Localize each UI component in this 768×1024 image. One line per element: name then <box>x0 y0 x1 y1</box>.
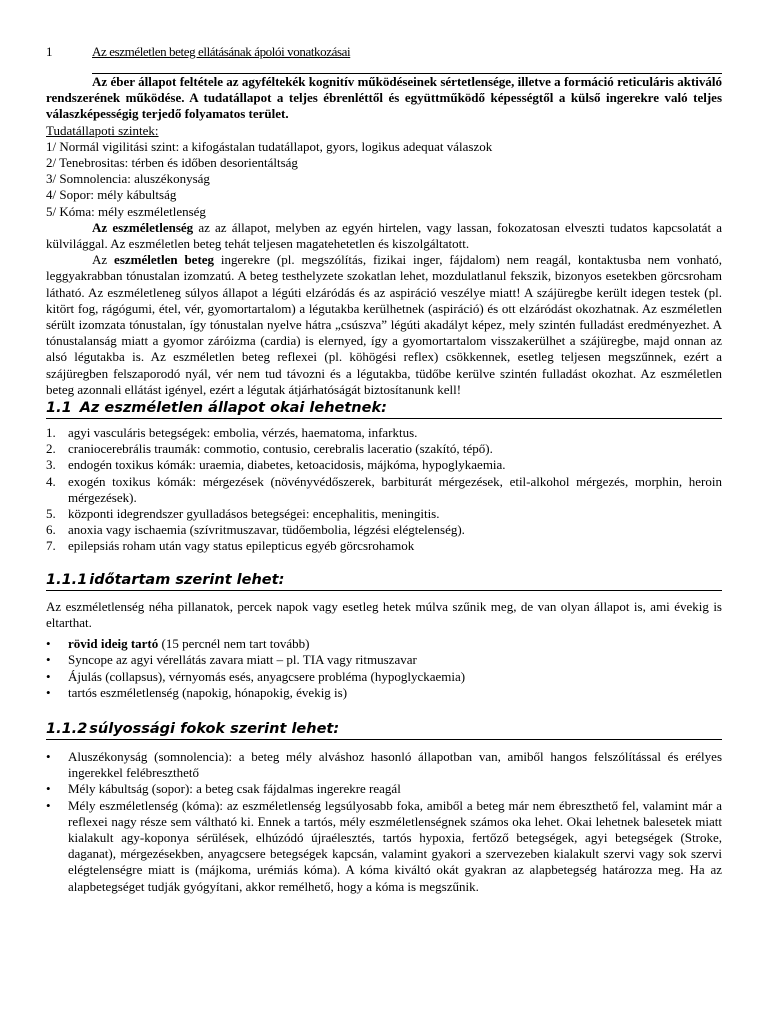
duration-term: rövid ideig tartó <box>68 636 159 652</box>
section-number: 1.1 <box>46 400 72 417</box>
list-text: exogén toxikus kómák: mérgezések (növényvédőszerek, barbiturát mérgezések, etil-alkohol mérgezés, morphin, heroin mérgezések). <box>68 473 722 505</box>
list-number: 7. <box>46 538 56 554</box>
definition-text: az az állapot, melyben az egyén hirtelen, vagy lassan, fokozatosan elveszti tudatos kapcsolatát a külvilággal. Az eszméletlen beteg tehát teljesen magatehetetlen és kiszolgáltatott. <box>46 219 722 252</box>
list-item <box>46 798 722 895</box>
section-heading-1-1-2 <box>46 721 722 740</box>
list-number: 5. <box>46 506 56 522</box>
section-title: időtartam szerint lehet: <box>89 571 285 588</box>
bullet-icon: • <box>46 781 51 797</box>
list-item <box>46 781 722 797</box>
list-text: központi idegrendszer gyulladásos betegségei: encephalitis, meningitis. <box>68 506 440 522</box>
bullet-icon: • <box>46 748 51 764</box>
page-header <box>46 44 722 60</box>
level-item: 4/ Sopor: mély kábultság <box>46 187 177 203</box>
list-item <box>46 506 722 522</box>
unconscious-patient-term: eszméletlen beteg <box>114 252 215 268</box>
list-number: 3. <box>46 457 56 473</box>
list-item <box>46 538 722 554</box>
paragraph-lead: Az <box>92 252 115 268</box>
list-number: 2. <box>46 441 56 457</box>
definition-term: Az eszméletlenség <box>92 219 194 235</box>
list-text: Ájulás (collapsus), vérnyomás esés, anyagcsere probléma (hypoglyckaemia) <box>68 668 466 684</box>
intro-bold-paragraph: Az éber állapot feltétele az agyféltekék kognitív működéseinek sértetlensége, illetve a formáció reticuláris aktiváló rendszerének működése. A tudatállapot a teljes ébrenléttől és együttműködő képességtől a külső ingerekre való teljes válaszképességig terjedő folyamatos terület. <box>46 74 722 122</box>
section-heading-1-1 <box>46 400 722 419</box>
unconscious-patient-paragraph <box>46 252 722 398</box>
level-item: 3/ Somnolencia: aluszékonyság <box>46 171 210 187</box>
list-text: Syncope az agyi vérellátás zavara miatt – pl. TIA vagy ritmuszavar <box>68 652 417 668</box>
level-item: 5/ Kóma: mély eszméletlenség <box>46 203 206 219</box>
section-number: 1.1.2 <box>46 720 88 737</box>
list-item <box>46 636 722 652</box>
list-item <box>46 457 722 473</box>
bullet-icon: • <box>46 797 51 813</box>
definition-paragraph <box>46 220 722 252</box>
list-text: epilepsiás roham után vagy status epilepticus egyéb görcsrohamok <box>68 538 415 554</box>
document-page <box>46 44 722 895</box>
bullet-icon: • <box>46 668 51 684</box>
severity-list <box>46 749 722 895</box>
section-title: Az eszméletlen állapot okai lehetnek: <box>79 400 387 417</box>
levels-heading: Tudatállapoti szintek: <box>46 122 159 138</box>
duration-list <box>46 636 722 701</box>
list-number: 6. <box>46 522 56 538</box>
list-text: craniocerebrális traumák: commotio, contusio, cerebralis laceratio (szakító, tépő). <box>68 441 493 457</box>
list-item <box>46 425 722 441</box>
list-item <box>46 522 722 538</box>
list-text: Aluszékonyság (somnolencia): a beteg mély alváshoz hasonló állapotban van, amiből hangos felszólítással és erélyes ingerekkel felébreszthető <box>68 748 722 781</box>
duration-intro: Az eszméletlenség néha pillanatok, percek napok vagy esetleg hetek múlva szűnik meg, de van olyan állapot is, ami évekig is eltarthat. <box>46 598 722 630</box>
levels-list <box>46 139 722 220</box>
bullet-icon: • <box>46 652 51 668</box>
list-item <box>46 652 722 668</box>
section-number: 1.1.1 <box>46 571 88 588</box>
causes-list <box>46 425 722 555</box>
list-item <box>46 441 722 457</box>
bullet-icon: • <box>46 684 51 700</box>
section-title: súlyossági fokok szerint lehet: <box>89 720 340 737</box>
list-item <box>46 474 722 506</box>
page-number: 1 <box>46 44 53 59</box>
list-text: endogén toxikus kómák: uraemia, diabetes, ketoacidosis, májkóma, hypoglykaemia. <box>68 457 506 473</box>
bullet-icon: • <box>46 636 51 652</box>
unconscious-patient-text: ingerekre (pl. megszólítás, fizikai inger, fájdalom) nem reagál, kontaktusba nem vonható, leggyakrabban tónustalan izomzatú. A beteg testhelyzete szokatlan lehet, mozdulatlanul fekszik, bizonyos esetekben görcsroham látható. Az eszméletleneg súlyos állapot a légúti elzáródás és az aspiráció veszélye miatt! A szájüregbe került idegen testek (pl. kitört fog, rágógumi, étel, vér, gyomortartalom) a légutakba kerülhetnek (aspiráció) és ott elzáródást okozhatnak. Az eszméletlen sérült izomzata tónustalan, így tónustalan nyelve hátra „csúszva” légúti akadályt képez, mely szintén fulladást eredményezhet. A tónustalanság miatt a gyomor záróizma (cardia) is elernyed, így a gyomortartalom visszakerülhet a szájüregbe, majd onnan az alsó légutakba is. Az eszméletlen beteg reflexei (pl. köhögési reflex) csökkennek, esetleg teljesen megszűnnek, ezért a szájüregben felszaporodó nyál, vér nem tud távozni és a légutakba, tüdőbe kerülve szintén fulladást okozhat. Az eszméletlen beteg azonnali ellátást igényel, ezért a légutak átjárhatóságát biztosítanunk kell! <box>46 252 722 397</box>
section-heading-1-1-1 <box>46 572 722 591</box>
list-text: Mély kábultság (sopor): a beteg csak fájdalmas ingerekre reagál <box>68 781 401 797</box>
level-item: 2/ Tenebrositas: térben és időben desorientáltság <box>46 155 298 171</box>
list-text <box>68 636 722 652</box>
list-item <box>46 685 722 701</box>
list-number: 1. <box>46 425 56 441</box>
list-text: tartós eszméletlenség (napokig, hónapokig, évekig is) <box>68 684 348 700</box>
duration-term-note: (15 percnél nem tart tovább) <box>158 636 310 652</box>
list-item <box>46 749 722 781</box>
list-text: anoxia vagy ischaemia (szívritmuszavar, tüdőembolia, légzési elégtelenség). <box>68 522 465 538</box>
list-item <box>46 669 722 685</box>
list-text: agyi vasculáris betegségek: embolia, vérzés, haematoma, infarktus. <box>68 425 418 441</box>
list-number: 4. <box>46 473 56 489</box>
header-title: Az eszméletlen beteg ellátásának ápolói vonatkozásai <box>92 44 351 59</box>
list-text: Mély eszméletlenség (kóma): az eszméletlenség legsúlyosabb foka, amiből a beteg már nem ébreszthető fel, valamint már a reflexei nagy része sem váltható ki. Ennek a tartós, mély eszméletlenségnek számos oka lehet. Okai lehetnek balesetek miatt kialakult agy-koponya sérülések, elhúzódó újraélesztés, tartós hypoxia, fertőző betegségek, agyi betegségek (Stroke, daganat), mérgezésekben, anyagcsere betegségek kapcsán, valamint gyakori a szervezeben kialakult szervi vagy sok szervi elégtelenségre miatt is (májkoma, urémiás kóma). A kóma kiváltó okát gyakran az alapbetegség határozza meg. Ha az alapbetegséget tudják gyógyítani, akkor remélhető, hogy a kóma is megszűnik. <box>68 797 722 894</box>
level-item: 1/ Normál vigilitási szint: a kifogástalan tudatállapot, gyors, logikus adequat válaszok <box>46 138 493 154</box>
